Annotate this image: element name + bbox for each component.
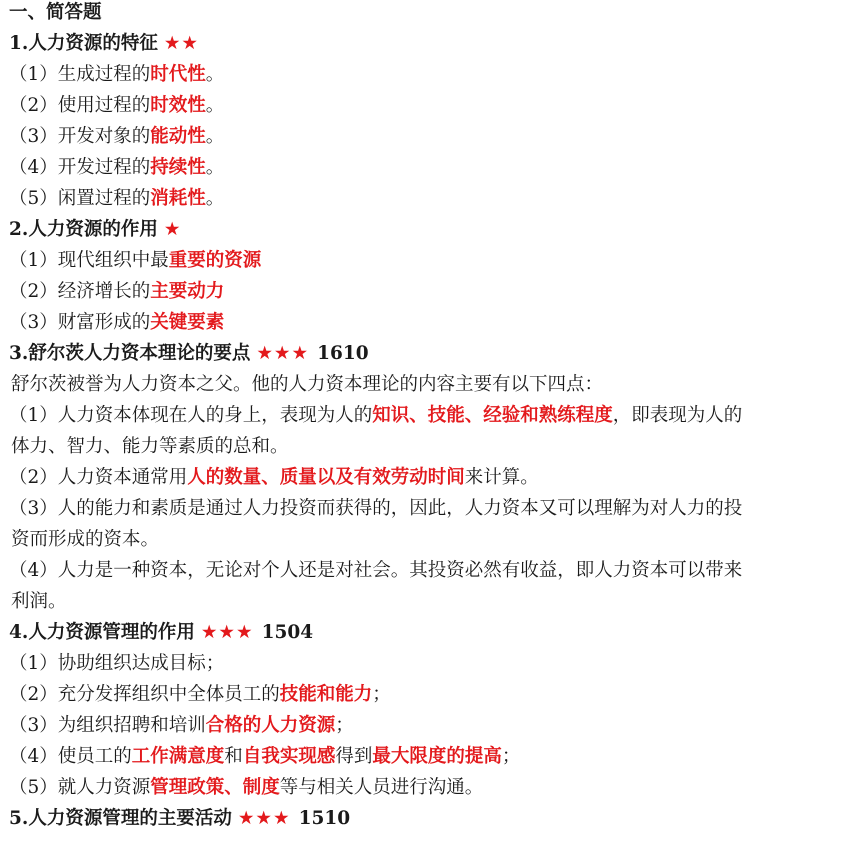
list-item (9, 152, 846, 183)
item-text: （4）使员工的 (9, 746, 132, 767)
item-highlight: 管理政策、制度 (150, 777, 280, 798)
list-item (9, 679, 846, 710)
item-text: （5）就人力资源 (9, 777, 151, 798)
item-highlight: 人的数量、质量以及有效劳动时间 (187, 467, 465, 488)
list-item (9, 90, 846, 121)
importance-stars: ★★★ (200, 622, 254, 643)
section-title: 5.人力资源管理的主要活动 (9, 808, 232, 829)
page-heading: 一、简答题 (9, 2, 102, 23)
exam-code: 1510 (298, 808, 351, 829)
item-text: （1）人力资本体现在人的身上，表现为人的 (9, 405, 373, 426)
item-highlight: 工作满意度 (131, 746, 225, 767)
section-2-heading (9, 214, 846, 245)
list-item (9, 183, 846, 214)
item-text: （2）人力资本通常用 (9, 467, 188, 488)
item-highlight: 技能和能力 (279, 684, 373, 705)
section-title: 3.舒尔茨人力资本理论的要点 (9, 343, 251, 364)
paragraph-intro: 舒尔茨被誉为人力资本之父。他的人力资本理论的内容主要有以下四点： (11, 374, 604, 395)
item-suffix: ； (501, 746, 521, 767)
item-suffix: 。 (205, 64, 225, 85)
exam-code: 1610 (317, 343, 369, 364)
list-item: （3）人的能力和素质是通过人力投资而获得的，因此，人力资本又可以理解为对人力的投 (9, 498, 743, 519)
item-text: （2）经济增长的 (9, 281, 151, 302)
item-text: 得到 (335, 746, 373, 767)
importance-stars: ★ (163, 219, 182, 240)
list-item: （1）协助组织达成目标； (9, 653, 225, 674)
item-suffix: 。 (205, 157, 225, 178)
section-5-heading (9, 803, 846, 834)
item-highlight: 关键要素 (150, 312, 225, 333)
list-item (9, 772, 846, 803)
item-highlight: 知识、技能、经验和熟练程度 (372, 405, 613, 426)
item-suffix: ，即表现为人的 (612, 405, 743, 426)
item-highlight: 消耗性 (150, 188, 206, 209)
item-suffix: 来计算。 (464, 467, 539, 488)
item-suffix: 等与相关人员进行沟通。 (279, 777, 484, 798)
list-item-continued: 体力、智力、能力等素质的总和。 (11, 436, 289, 457)
list-item: （4）人力是一种资本，无论对个人还是对社会。其投资必然有收益，即人力资本可以带来 (9, 560, 743, 581)
item-highlight: 自我实现感 (242, 746, 336, 767)
item-text: （4）开发过程的 (9, 157, 151, 178)
list-item (9, 245, 846, 276)
list-item (9, 276, 846, 307)
item-highlight: 持续性 (150, 157, 206, 178)
item-highlight: 重要的资源 (168, 250, 262, 271)
list-item (9, 59, 846, 90)
list-item (9, 121, 846, 152)
item-text: 和 (224, 746, 243, 767)
item-text: （1）生成过程的 (9, 64, 151, 85)
section-title: 4.人力资源管理的作用 (9, 622, 195, 643)
item-suffix: ； (372, 684, 391, 705)
item-highlight: 时代性 (150, 64, 206, 85)
list-item-continued: 利润。 (11, 591, 67, 612)
item-highlight: 时效性 (150, 95, 206, 116)
item-text: （2）使用过程的 (9, 95, 151, 116)
section-4-heading (9, 617, 846, 648)
section-title: 2.人力资源的作用 (9, 219, 158, 240)
list-item (9, 400, 846, 431)
item-suffix: 。 (205, 188, 225, 209)
section-1-heading (9, 28, 846, 59)
importance-stars: ★★★ (237, 808, 291, 829)
item-text: （5）闲置过程的 (9, 188, 151, 209)
section-3-heading (9, 338, 846, 369)
section-title: 1.人力资源的特征 (9, 33, 158, 54)
exam-code: 1504 (261, 622, 314, 643)
item-text: （3）为组织招聘和培训 (9, 715, 206, 736)
item-suffix: ； (335, 715, 354, 736)
list-item (9, 741, 846, 772)
item-highlight: 能动性 (150, 126, 206, 147)
importance-stars: ★★ (163, 33, 199, 54)
item-highlight: 合格的人力资源 (205, 715, 336, 736)
list-item-continued: 资而形成的资本。 (11, 529, 160, 550)
list-item (9, 710, 846, 741)
item-text: （2）充分发挥组织中全体员工的 (9, 684, 280, 705)
item-suffix: 。 (205, 126, 225, 147)
list-item (9, 307, 846, 338)
item-highlight: 最大限度的提高 (372, 746, 502, 767)
item-suffix: 。 (205, 95, 225, 116)
item-text: （3）财富形成的 (9, 312, 151, 333)
list-item (9, 462, 846, 493)
item-text: （3）开发对象的 (9, 126, 151, 147)
item-highlight: 主要动力 (150, 281, 225, 302)
item-text: （1）现代组织中最 (9, 250, 169, 271)
importance-stars: ★★★ (256, 343, 310, 364)
